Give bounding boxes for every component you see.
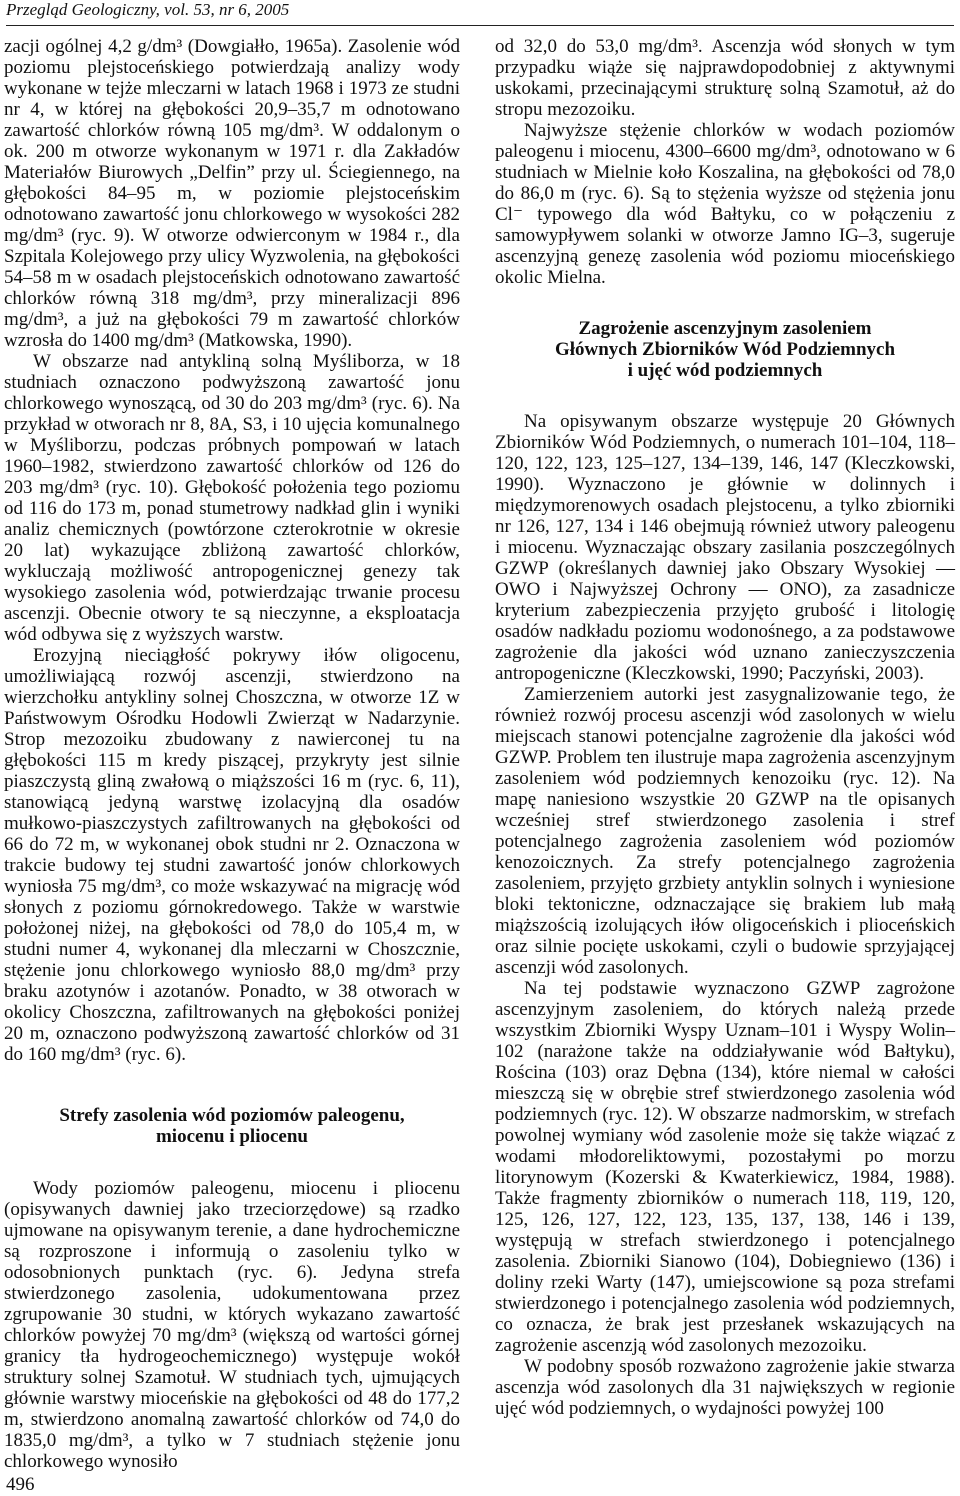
right-column	[495, 36, 955, 1419]
spacer	[495, 288, 955, 318]
right-paragraph-6: W podobny sposób rozważono zagrożenie jakie stwarza ascenzja wód zasolonych dla 31 największych w regionie ujęć wód podziemnych, o wydajności powyżej 100	[495, 1356, 955, 1419]
right-paragraph-1: od 32,0 do 53,0 mg/dm³. Ascenzja wód słonych w tym przypadku wiąże się najprawdopodobniej z aktywnymi uskokami, przecinającymi strukturę solną Szamotuł, aż do stropu mezozoiku.	[495, 36, 955, 120]
running-header: Przegląd Geologiczny, vol. 53, nr 6, 2005	[6, 0, 290, 19]
right-paragraph-3: Na opisywanym obszarze występuje 20 Głównych Zbiorników Wód Podziemnych, o numerach 101–104, 118–120, 122, 123, 125–127, 134–139, 146, 147 (Kleczkowski, 1990). Wyznaczono je głównie w dolinnych i międzymorenowych osadach plejstocenu, a tylko zbiorniki nr 126, 127, 134 i 146 obejmują również utwory paleogenu i miocenu. Wyznaczając obszary zasilania poszczególnych GZWP (określanych dawniej jako Obszary Wysokiej — OWO i Najwyższej Ochrony — ONO), za zasadnicze kryterium zabezpieczenia przyjęto grubość i litologię osadów nadkładu poziomu wodonośnego, a za podstawowe zagrożenie dla jakości wód uznano zanieczyszczenia antropogeniczne (Kleczkowski, 1990; Paczyński, 2003).	[495, 411, 955, 684]
left-paragraph-1: zacji ogólnej 4,2 g/dm³ (Dowgiałło, 1965a). Zasolenie wód poziomu plejstoceńskiego potwierdzają analizy wody wykonane w tejże mleczarni w latach 1968 i 1973 ze studni nr 4, w której na głębokości 20,9–35,7 m odnotowano zawartość chlorków równą 105 mg/dm³. W oddalonym o ok. 200 m otworze wykonanym w 1971 r. dla Zakładów Materiałów Biurowych „Delfin” przy ul. Ściegiennego, na głębokości 84–95 m, w poziomie plejstoceńskim odnotowano zawartość jonu chlorkowego w wysokości 282 mg/dm³ (ryc. 9). W otworze odwierconym w 1984 r., dla Szpitala Kolejowego przy ulicy Wyzwolenia, na głębokości 54–58 m w osadach plejstoceńskich odnotowano zawartość chlorków równą 318 mg/dm³, przy mineralizacji 896 mg/dm³, a już na głębokości 79 m zawartość chlorków wzrosła do 1400 mg/dm³ (Matkowska, 1990).	[4, 36, 460, 351]
section-heading-paleogen	[4, 1105, 460, 1147]
heading-line: Zagrożenie ascenzyjnym zasoleniem	[578, 318, 872, 339]
left-paragraph-3: Erozyjną nieciągłość pokrywy iłów oligocenu, umożliwiającą rozwój ascenzji, stwierdzono na wierzchołku antykliny solnej Choszczna, w otworze 1Z w Państwowym Ośrodku Hodowli Zwierząt w Nadarzynie. Strop mezozoiku zbudowany z nawierconej tu na głębokości 115 m kredy piszącej, przykryty jest silnie piaszczystą gliną zwałową o miąższości 16 m (ryc. 6, 11), stanowiącą jedyną warstwę izolacyjną dla osadów mułkowo-piaszczystych zafiltrowanych na głębokości od 66 do 72 m, w wykonanej obok studni nr 2. Oznaczona w trakcie budowy tej studni zawartość jonów chlorkowych wyniosła 75 mg/dm³, co może wskazywać na migrację wód słonych z poziomu górnokredowego. Także w warstwie położonej niżej, na głębokości od 78,0 do 105,4 m, w studni numer 4, wykonanej dla mleczarni w Choszcznie, stężenie jonu chlorkowego wyniosło 88,0 mg/dm³ przy braku azotynów i azotanów. Ponadto, w 38 otworach w okolicy Choszczna, zafiltrowanych na głębokości poniżej 20 m, oznaczono podwyższoną zawartość chlorków od 31 do 160 mg/dm³ (ryc. 6).	[4, 645, 460, 1065]
heading-line: miocenu i pliocenu	[155, 1126, 308, 1147]
spacer	[4, 1147, 460, 1178]
right-paragraph-4: Zamierzeniem autorki jest zasygnalizowanie tego, że również rozwój procesu ascenzji wód zasolonych w wielu miejscach stanowi potencjalne zagrożenie dla jakości wód GZWP. Problem ten ilustruje mapa zagrożenia ascenzyjnym zasoleniem wód podziemnych kenozoiku (ryc. 12). Na mapę naniesiono wszystkie 20 GZWP na tle opisanych wcześniej stref stwierdzonego zasolenia i stref potencjalnego zagrożenia zasoleniem wód poziomów kenozoicznych. Za strefy potencjalnego zagrożenia zasoleniem, przyjęto grzbiety antyklin solnych i wyniesione bloki tektoniczne, odznaczające się brakiem lub małą miąższością izolujących iłów oligoceńskich i plioceńskich oraz silnie pocięte uskokami, czyli o budowie sprzyjającej ascenzji wód zasolonych.	[495, 684, 955, 978]
left-column	[4, 36, 460, 1472]
right-paragraph-2: Najwyższe stężenie chlorków w wodach poziomów paleogenu i miocenu, 4300–6600 mg/dm³, odnotowano w 6 studniach w Mielnie koło Koszalina, na głębokości od 78,0 do 86,0 m (ryc. 6). Są to stężenia wyższe od stężenia jonu Cl⁻ typowego dla wód Bałtyku, co w połączeniu z samowypływem solanki w otworze Jamno IG–3, sugeruje ascenzyjną genezę zasolenia wód poziomu mioceńskiego okolic Mielna.	[495, 120, 955, 288]
section-heading-gzwp	[495, 318, 955, 381]
left-paragraph-4: Wody poziomów paleogenu, miocenu i pliocenu (opisywanych dawniej jako trzeciorzędowe) są rzadko ujmowane na opisywanym terenie, a dane hydrochemiczne są rozproszone i informują o zasoleniu tylko w odosobnionych punktach (ryc. 6). Jedyna strefa stwierdzonego zasolenia, udokumentowana przez zgrupowanie 30 studni, w których wykazano zawartość chlorków powyżej 70 mg/dm³ (większą od wartości górnej granicy tła hydrogeochemicznego) występuje wokół struktury solnej Szamotuł. W studniach tych, ujmujących głównie warstwy mioceńskie na głębokości od 48 do 177,2 m, stwierdzono anomalną zawartość chlorków od 74,0 do 1835,0 mg/dm³, a tylko w 7 studniach stężenie jonu chlorkowego wynosiło	[4, 1178, 460, 1472]
heading-line: Strefy zasolenia wód poziomów paleogenu,	[59, 1105, 405, 1126]
spacer	[4, 1065, 460, 1105]
heading-line: Głównych Zbiorników Wód Podziemnych	[554, 339, 896, 360]
right-paragraph-5: Na tej podstawie wyznaczono GZWP zagrożone ascenzyjnym zasoleniem, do których należą przede wszystkim Zbiorniki Wyspy Uznam–101 i Wyspy Wolin–102 (narażone także na oddziaływanie wód Bałtyku), Rościna (103) oraz Dębna (134), które niemal w całości mieszczą się w obrębie stref stwierdzonego zasolenia wód podziemnych (ryc. 12). W obszarze nadmorskim, w strefach powolnej wymiany wód zasolenie może się także wiązać z wodami młodoreliktowymi, pozostałymi po morzu litorynowym (Kozerski & Kwaterkiewicz, 1984, 1988). Także fragmenty zbiorników o numerach 118, 119, 120, 125, 126, 127, 122, 123, 135, 137, 138, 146 i 139, występują w strefach stwierdzonego i potencjalnego zasolenia. Zbiorniki Sianowo (104), Dobiegniewo (136) i doliny rzeki Warty (147), umiejscowione są poza strefami stwierdzonego i potencjalnego zasolenia wód podziemnych, co oznacza, że brak jest przesłanek wskazujących na zagrożenie ascenzją wód zasolonych mezozoiku.	[495, 978, 955, 1356]
left-paragraph-2: W obszarze nad antykliną solną Myśliborza, w 18 studniach oznaczono podwyższoną zawartość jonu chlorkowego wynoszącą, od 30 do 203 mg/dm³ (ryc. 6). Na przykład w otworach nr 8, 8A, S3, i 10 ujęcia komunalnego w Myśliborzu, podczas próbnych pompowań w latach 1960–1982, stwierdzono zawartość chlorków od 126 do 203 mg/dm³ (ryc. 10). Głębokość położenia tego poziomu od 116 do 173 m, ponad stumetrowy nadkład glin i wyniki analiz chemicznych (powtórzone czterokrotnie w okresie 20 lat) wykazujące zbliżoną zawartość chlorków, wykluczają możliwość antropogenicznej genezy tak wysokiego zasolenia wód, potwierdzając trwanie procesu ascenzji. Obecnie otwory te są nieczynne, a eksploatacja wód odbywa się z wyższych warstw.	[4, 351, 460, 645]
heading-line: i ujęć wód podziemnych	[627, 360, 823, 381]
page-number: 496	[6, 1474, 35, 1495]
header-rule	[6, 25, 954, 26]
spacer	[495, 381, 955, 411]
